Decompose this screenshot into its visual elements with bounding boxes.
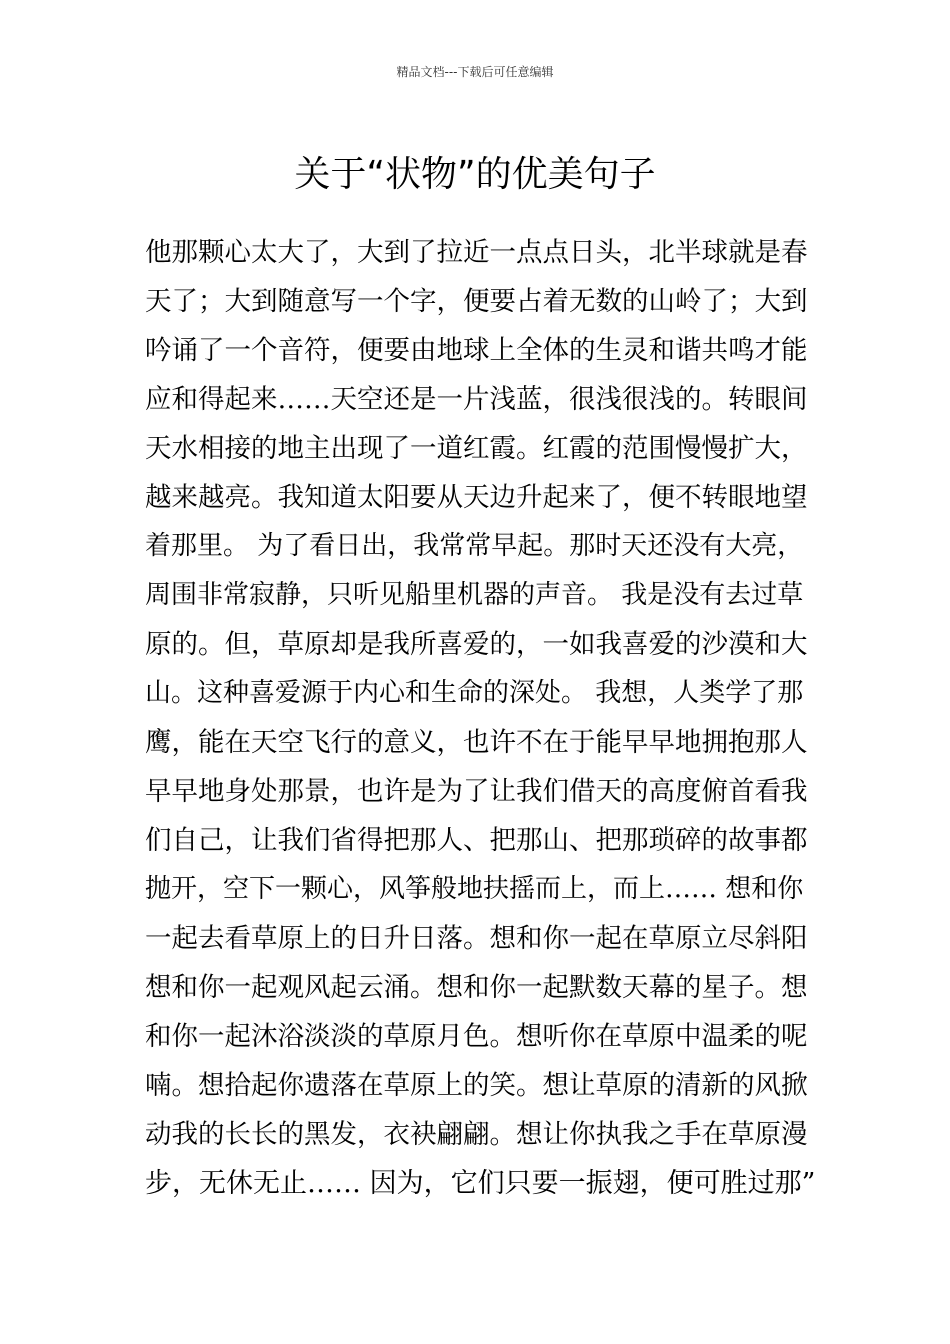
body-line: 喃。想拾起你遗落在草原上的笑。想让草原的清新的风掀 <box>145 1070 808 1101</box>
body-line: 他那颗心太大了，大到了拉近一点点日头，北半球就是春 <box>145 237 808 268</box>
body-line: 一起去看草原上的日升日落。想和你一起在草原立尽斜阳 <box>145 923 808 954</box>
body-line: 抛开，空下一颗心，风筝般地扶摇而上，而上…… 想和你 <box>145 874 804 904</box>
body-line: 天了；大到随意写一个字，便要占着无数的山岭了；大到 <box>145 286 808 317</box>
body-text <box>145 228 815 1208</box>
body-line: 和你一起沐浴淡淡的草原月色。想听你在草原中温柔的呢 <box>145 1021 808 1052</box>
body-line: 着那里。 为了看日出，我常常早起。那时天还没有大亮， <box>145 531 804 561</box>
body-line: 山。这种喜爱源于内心和生命的深处。 我想，人类学了那 <box>145 678 804 708</box>
body-line: 鹰，能在天空飞行的意义，也许不在于能早早地拥抱那人 <box>145 727 808 758</box>
body-line: 吟诵了一个音符，便要由地球上全体的生灵和谐共鸣才能 <box>145 335 808 366</box>
body-line: 们自己，让我们省得把那人、把那山、把那琐碎的故事都 <box>145 825 808 856</box>
body-line: 早早地身处那景，也许是为了让我们借天的高度俯首看我 <box>145 776 808 807</box>
body-line: 原的。但，草原却是我所喜爱的，一如我喜爱的沙漠和大 <box>145 629 808 660</box>
header-note: 精品文档---下载后可任意编辑 <box>396 65 554 79</box>
body-line: 应和得起来……天空还是一片浅蓝，很浅很浅的。转眼间 <box>145 384 808 415</box>
document-title: 关于“状物”的优美句子 <box>294 154 656 196</box>
body-line: 天水相接的地主出现了一道红霞。红霞的范围慢慢扩大， <box>145 433 808 464</box>
body-line: 越来越亮。我知道太阳要从天边升起来了，便不转眼地望 <box>145 482 808 513</box>
body-line: 动我的长长的黑发，衣袂翩翩。想让你执我之手在草原漫 <box>145 1119 808 1150</box>
body-line: 周围非常寂静，只听见船里机器的声音。 我是没有去过草 <box>145 580 804 610</box>
body-line: 想和你一起观风起云涌。想和你一起默数天幕的星子。想 <box>145 972 808 1003</box>
body-line: 步，无休无止…… 因为，它们只要一振翅，便可胜过那” <box>145 1168 816 1199</box>
